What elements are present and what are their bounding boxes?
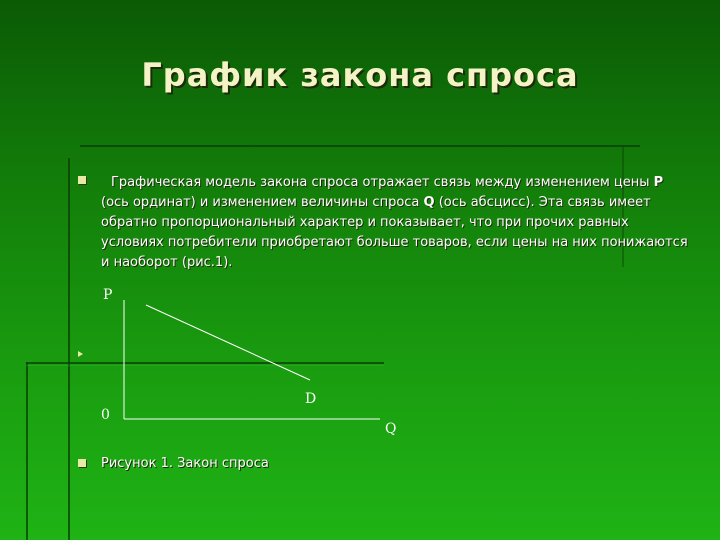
slide-title: График закона спроса <box>141 56 579 94</box>
price-symbol: P <box>653 175 664 190</box>
paragraph-text-part-3: (ось абсцисс). Эта связь имеет обратно пропорциональный характер и показывает, что при прочих равных условиях потребители приобретают больше товаров, если цены на них понижаются и наоборот (рис.1). <box>101 195 688 270</box>
paragraph-text-part-1: Графическая модель закона спроса отражает связь между изменением цены <box>111 175 654 190</box>
demand-curve-label: D <box>305 391 317 407</box>
paragraph-text-part-2: (ось ординат) и изменением величины спроса <box>101 195 424 210</box>
quantity-symbol: Q <box>423 195 435 210</box>
figure-caption: Рисунок 1. Закон спроса <box>101 456 269 471</box>
origin-label: 0 <box>101 407 110 423</box>
y-axis-label: P <box>103 287 113 303</box>
demand-curve <box>146 305 310 380</box>
x-axis-label: Q <box>385 421 397 437</box>
